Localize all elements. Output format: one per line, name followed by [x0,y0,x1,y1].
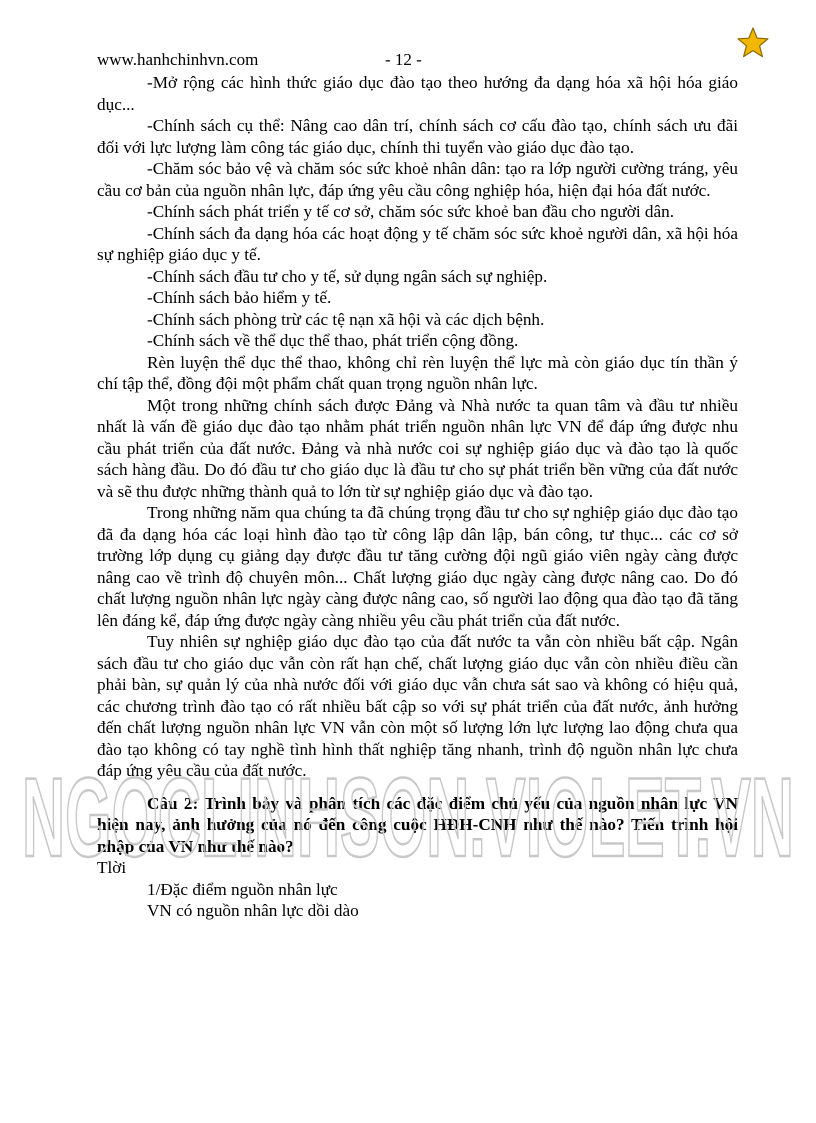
paragraph: -Chính sách bảo hiểm y tế. [147,288,332,307]
paragraph: -Chính sách cụ thể: Nâng cao dân trí, chính sách cơ cấu đào tạo, chính sách ưu đãi đối với lực lượng làm công tác giáo dục, chính thi tuyển vào giáo dục đào tạo. [97,116,738,157]
paragraph: -Chính sách đầu tư cho y tế, sử dụng ngân sách sự nghiệp. [147,266,548,286]
paragraph: Tuy nhiên sự nghiệp giáo dục đào tạo của đất nước ta vẫn còn nhiều bất cập. Ngân sách đầu tư cho giáo dục vẫn còn rất hạn chế, chất lượng giáo dục vẫn còn nhiều điều cần phải bàn, sự quản lý của nhà nước đối với giáo dục vẫn chưa sát sao và không có hiệu quả, các chương trình đào tạo có rất nhiều bất cập so với sự phát triển của đất nước, ảnh hưởng đến chất lượng nguồn nhân lực VN vẫn còn một số lượng lớn lực lượng lao động chưa qua đào tạo không có tay nghề tình hình thất nghiệp tăng nhanh, trình độ nguồn nhân lực chưa đáp ứng yêu cầu của đất nước. [97,632,738,780]
paragraph: -Chăm sóc bảo vệ và chăm sóc sức khoẻ nhân dân: tạo ra lớp người cường tráng, yêu cầu cơ bản của nguồn nhân lực, đáp ứng yêu cầu công nghiệp hóa, hiện đại hóa đất nước. [97,159,738,200]
watermark-text: NGOCLINHSON.VIOLET.VN [22,756,794,868]
header-site-url: www.hanhchinhvn.com [97,50,259,69]
paragraph: -Mở rộng các hình thức giáo dục đào tạo theo hướng đa dạng hóa xã hội hóa giáo dục... [97,73,738,114]
paragraph: VN có nguồn nhân lực dồi dào [147,901,359,920]
paragraph: -Chính sách phát triển y tế cơ sở, chăm sóc sức khoẻ ban đầu cho người dân. [147,202,675,221]
paragraph: -Chính sách đa dạng hóa các hoạt động y tế chăm sóc sức khoẻ người dân, xã hội hóa sự nghiệp giáo dục y tế. [97,223,738,264]
page-number: - 12 - [385,50,422,69]
paragraph: Một trong những chính sách được Đảng và Nhà nước ta quan tâm và đầu tư nhiều nhất là vấn đề giáo dục đào tạo nhằm phát triển nguồn nhân lực VN để đáp ứng được nhu cầu phát triển của đất nước. Đảng và nhà nước coi sự nghiệp giáo dục và đào tạo là quốc sách hàng đầu. Do đó đầu tư cho giáo dục là đầu tư cho sự phát triển bền vững của đất nước và sẽ thu được những thành quả to lớn từ sự nghiệp giáo dục và đào tạo. [97,395,738,501]
paragraph: -Chính sách về thể dục thể thao, phát triển cộng đồng. [147,331,519,350]
paragraph: Trong những năm qua chúng ta đã chúng trọng đầu tư cho sự nghiệp giáo dục đào tạo đã đa dạng hóa các loại hình đào tạo từ công lập dân lập, bán công, tư thục... các cơ sở trường lớp dụng cụ giảng dạy được đầu tư tăng cường đội ngũ giáo viên ngày càng được nâng cao về trình độ chuyên môn... Chất lượng giáo dục ngày càng được nâng cao. Do đó chất lượng nguồn nhân lực ngày càng được nâng cao, số người lao động qua đào tạo đã tăng lên đáng kể, đáp ứng được ngày càng nhiều yêu cầu phát triển của đất nước. [97,503,738,630]
paragraph: 1/Đặc điểm nguồn nhân lực [147,879,338,899]
document-body [97,72,738,922]
question-heading: Câu 2: Trình bày và phân tích các đặc điểm chủ yếu của nguồn nhân lực VN hiện nay, ảnh hưởng của nó đến công cuộc HĐH-CNH như thế nào? Tiến trình hội nhập của VN như thế nào? [97,793,738,856]
paragraph: Rèn luyện thể dục thể thao, không chỉ rèn luyện thể lực mà còn giáo dục tín thần ý chí tập thể, đồng đội một phẩm chất quan trọng nguồn nhân lực. [97,352,738,393]
paragraph: -Chính sách phòng trừ các tệ nạn xã hội và các dịch bệnh. [147,309,545,329]
paragraph: Tlời [97,858,127,877]
page-header [97,50,737,72]
star-icon [736,26,770,60]
